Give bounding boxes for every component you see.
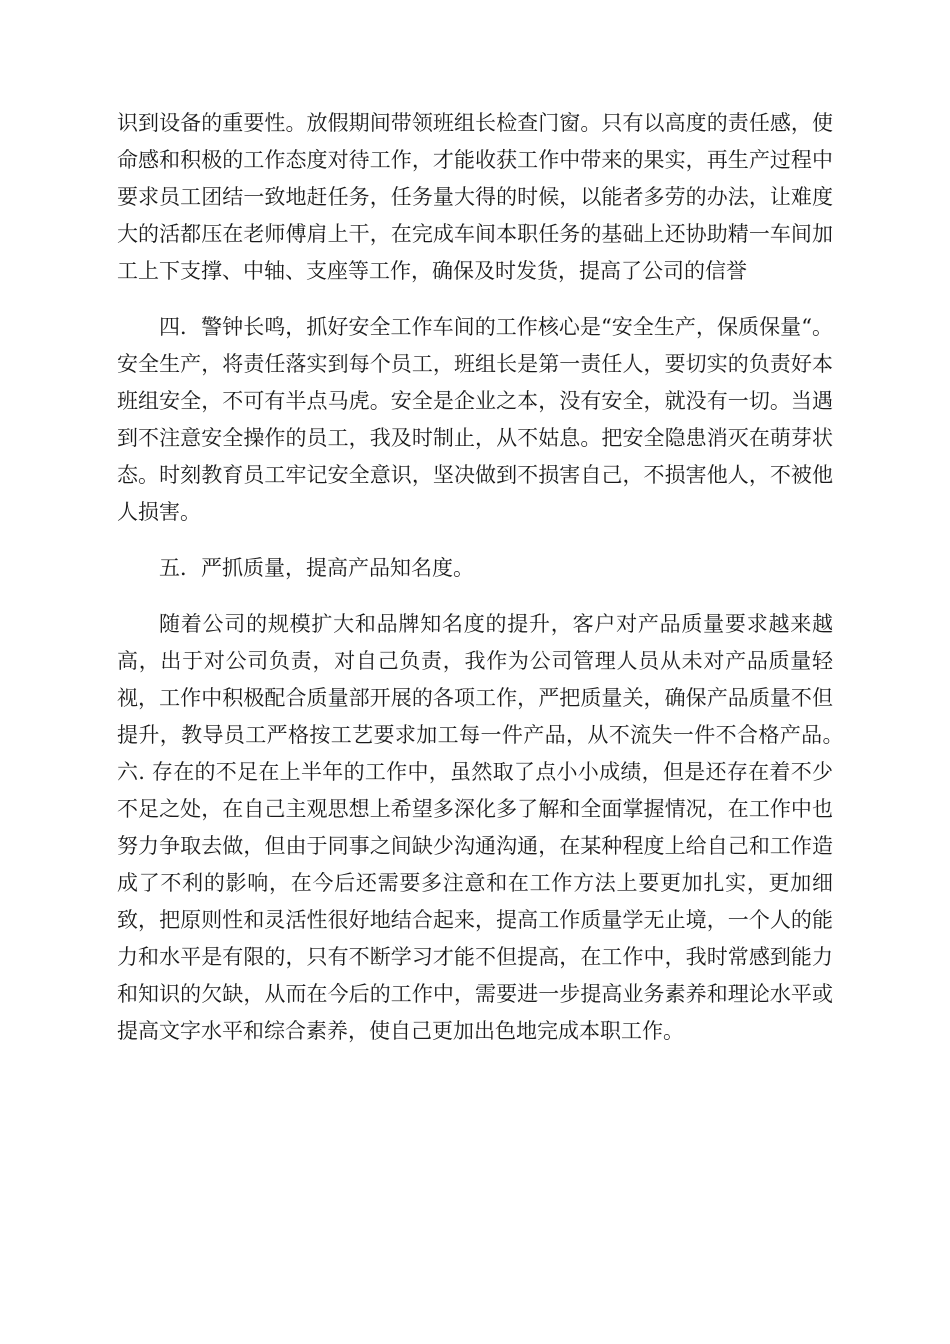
paragraph-section-five-heading: 五．严抓质量，提高产品知名度。 bbox=[159, 556, 474, 580]
document-body bbox=[117, 105, 854, 1050]
paragraph-section-four-safety: 四．警钟长鸣，抓好安全工作车间的工作核心是“安全生产，保质保量“。安全生产，将责任落实到每个员工，班组长是第一责任人，要切实的负责好本班组安全，不可有半点马虎。安全是企业之本，没有安全，就没有一切。当遇到不注意安全操作的员工，我及时制止，从不姑息。把安全隐患消灭在萌芽状态。时刻教育员工牢记安全意识，坚决做到不损害自己，不损害他人，不被他人损害。 bbox=[117, 315, 833, 524]
paragraph-quality-and-shortcomings: 随着公司的规模扩大和品牌知名度的提升，客户对产品质量要求越来越高，出于对公司负责，对自己负责，我作为公司管理人员从未对产品质量轻视，工作中积极配合质量部开展的各项工作，严把质量关，确保产品质量不但提升，教导员工严格按工艺要求加工每一件产品，从不流失一件不合格产品。 六. 存在的不足在上半年的工作中，虽然取了点小小成绩，但是还存在着不少不足之处，在自己主观思想上希望多深化多了解和全面掌握情况，在工作中也努力争取去做，但由于同事之间缺少沟通沟通，在某种程度上给自己和工作造成了不利的影响，在今后还需要多注意和在工作方法上要更加扎实，更加细致，把原则性和灵活性很好地结合起来，提高工作质量学无止境，一个人的能力和水平是有限的，只有不断学习才能不但提高，在工作中，我时常感到能力和知识的欠缺，从而在今后的工作中，需要进一步提高业务素养和理论水平或提高文字水平和综合素养，使自己更加出色地完成本职工作。 bbox=[117, 612, 854, 1043]
paragraph-continuation: 识到设备的重要性。放假期间带领班组长检查门窗。只有以高度的责任感，使命感和积极的工作态度对待工作，才能收获工作中带来的果实，再生产过程中要求员工团结一致地赶任务，任务量大得的时候，以能者多劳的办法，让难度大的活都压在老师傅肩上干，在完成车间本职任务的基础上还协助精一车间加工上下支撑、中轴、支座等工作，确保及时发货，提高了公司的信誉 bbox=[117, 111, 833, 283]
